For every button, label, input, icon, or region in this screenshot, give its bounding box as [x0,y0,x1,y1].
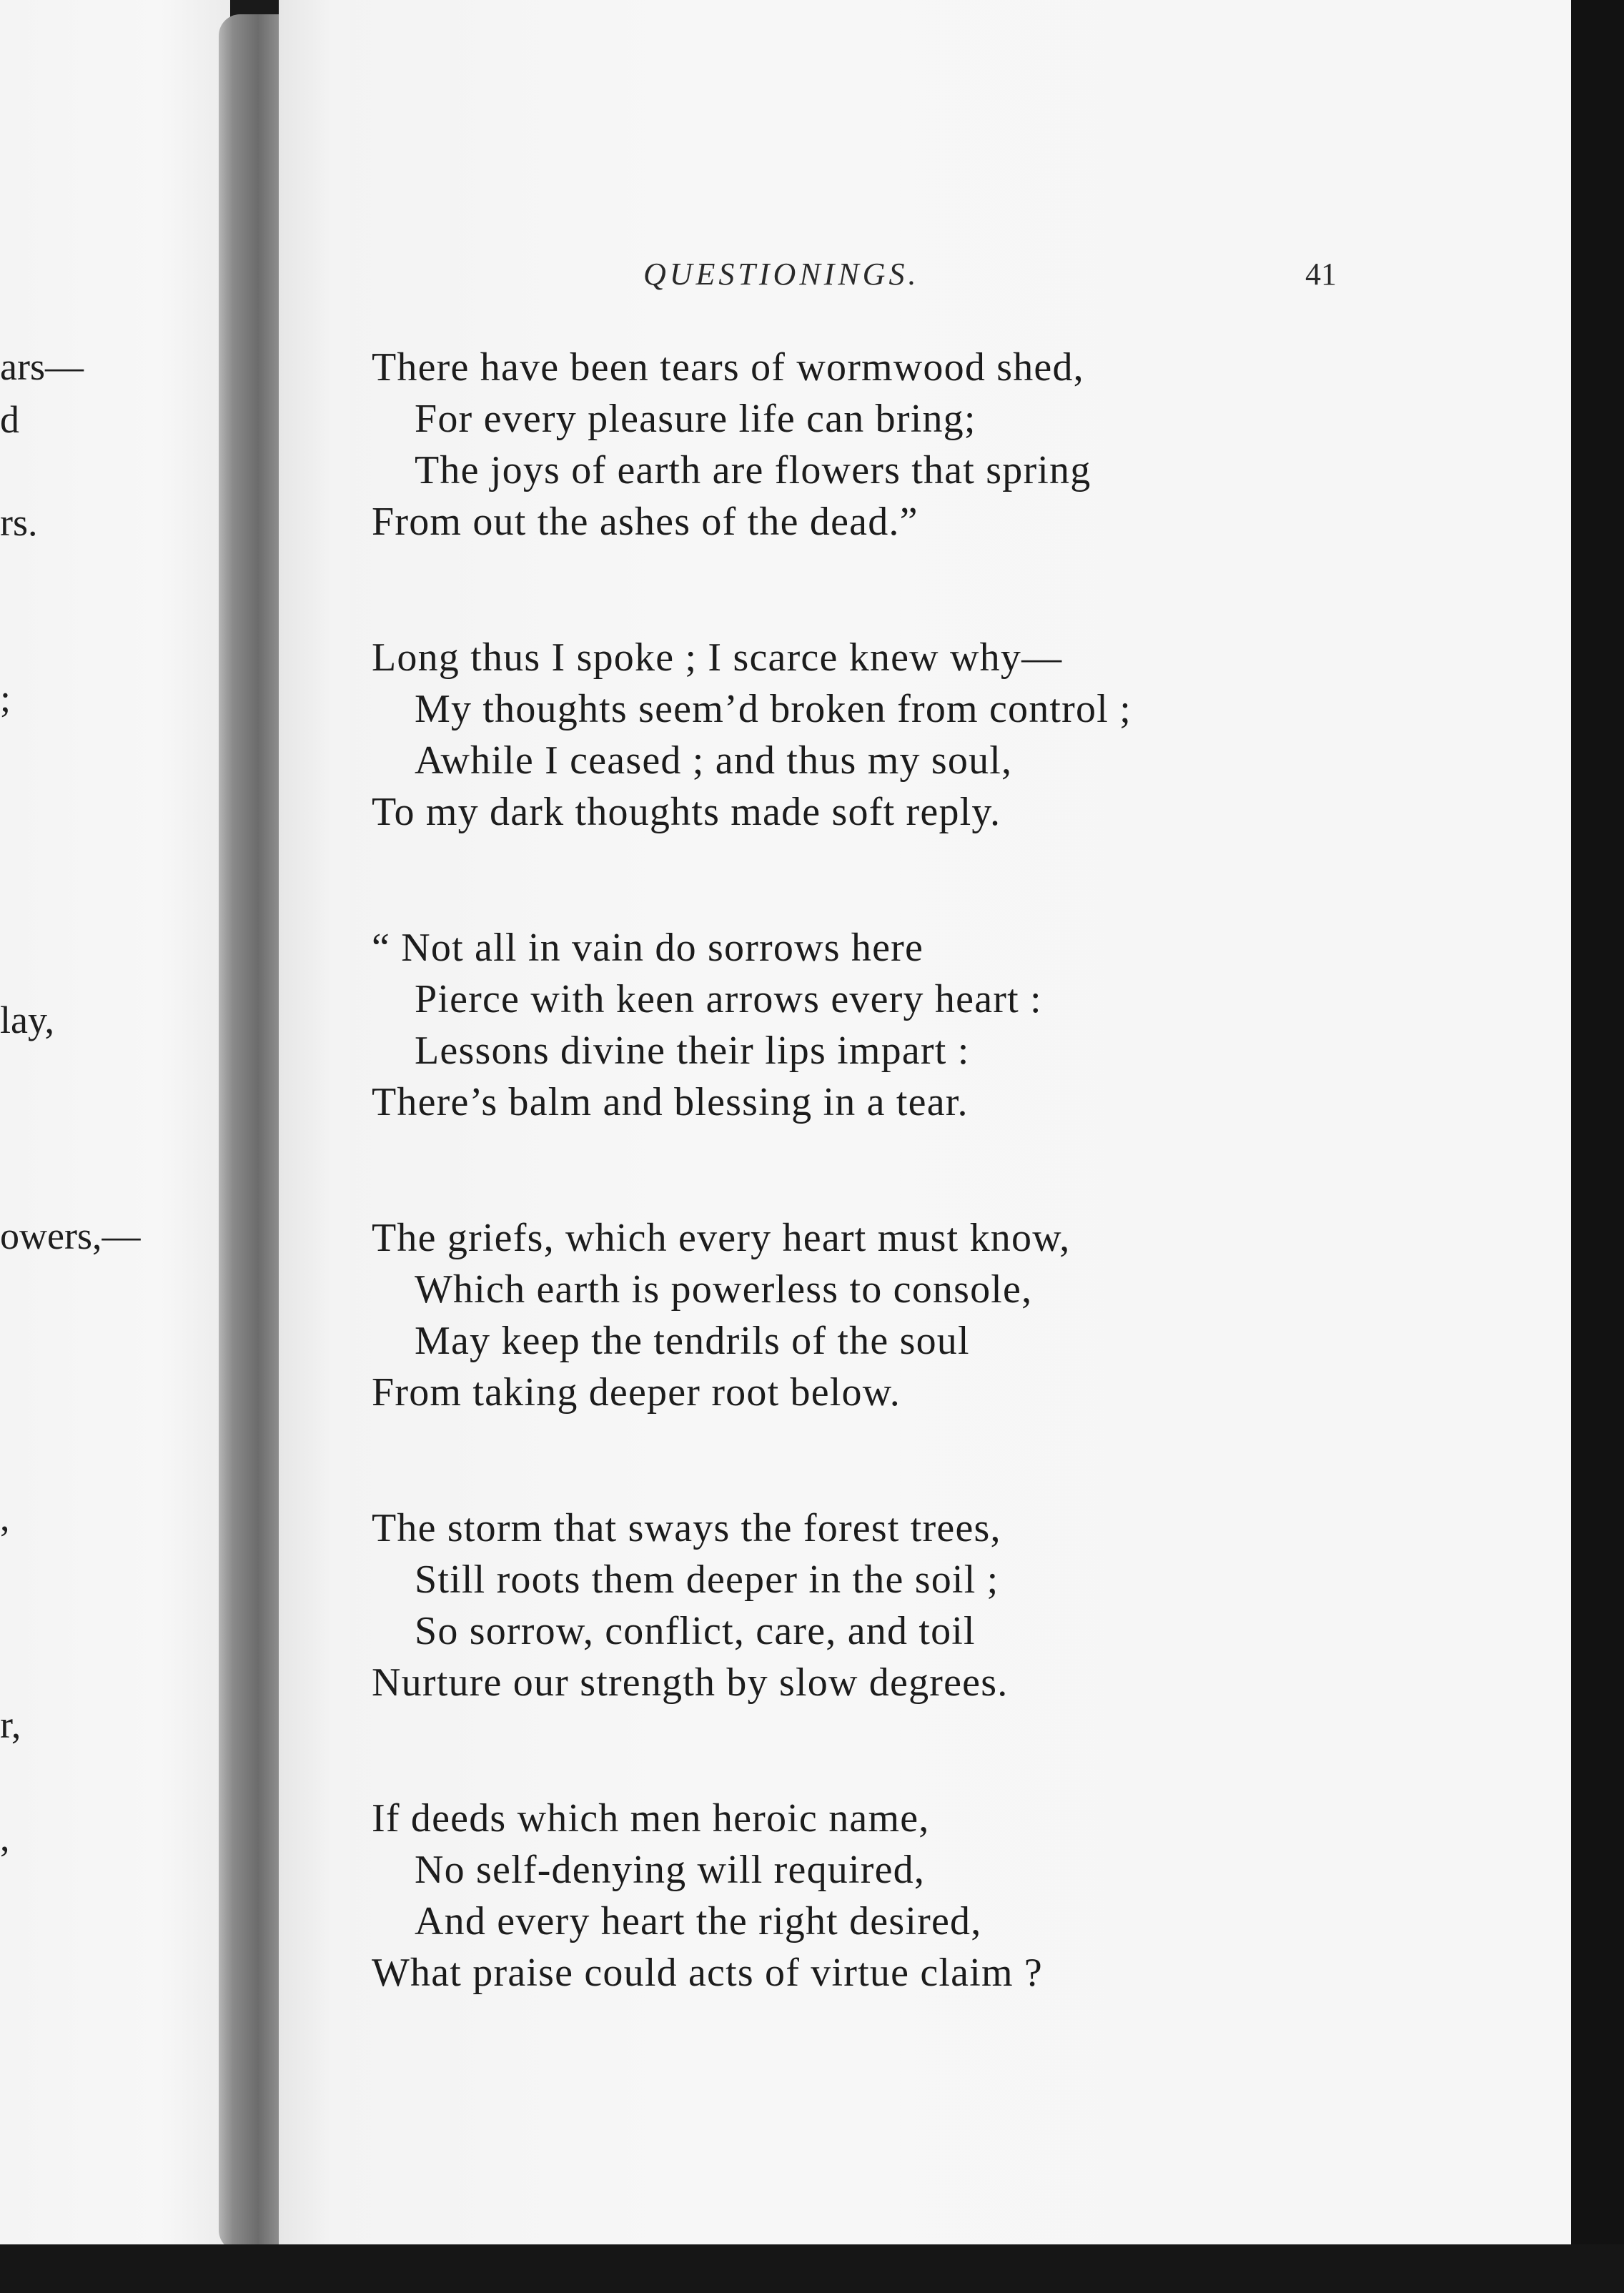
poem-line: To my dark thoughts made soft reply. [372,790,1001,834]
stanza [372,1793,1544,1999]
previous-page-fragment: rs. [0,501,38,544]
stanza [372,1502,1544,1708]
previous-page-fragment: ; [0,677,11,720]
poem-line: Long thus I spoke ; I scarce knew why— [372,635,1063,680]
previous-page-fragment: , [0,1816,10,1859]
poem-line: May keep the tendrils of the soul [415,1319,970,1363]
poem-line: There’s balm and blessing in a tear. [372,1080,969,1124]
poem-line: Still roots them deeper in the soil ; [415,1557,999,1602]
poem-line: And every heart the right desired, [415,1899,982,1943]
stanza [372,922,1544,1128]
previous-page-fragment: owers,— [0,1214,141,1257]
poem-line: Which earth is powerless to console, [415,1267,1033,1312]
running-head: QUESTIONINGS. [643,257,920,292]
poem-line: The storm that sways the forest trees, [372,1506,1001,1550]
poem-line: The griefs, which every heart must know, [372,1216,1071,1260]
poem-line: “ Not all in vain do sorrows here [372,926,924,970]
stanza [372,632,1544,838]
poem-line: The joys of earth are flowers that spring [415,448,1091,492]
previous-page-fragment: d [0,398,19,441]
previous-page-fragment: r, [0,1703,21,1746]
poem-line: My thoughts seem’d broken from control ; [415,687,1132,731]
scan-border-right [1571,0,1624,2293]
poem-line: Nurture our strength by slow degrees. [372,1660,1009,1705]
poem-line: Pierce with keen arrows every heart : [415,977,1042,1021]
poem [372,342,1544,2083]
previous-page-fragment: lay, [0,999,54,1041]
poem-line: What praise could acts of virtue claim ? [372,1951,1043,1995]
previous-page-fragment: ars— [0,345,84,388]
poem-line: If deeds which men heroic name, [372,1796,930,1841]
stanza [372,342,1544,548]
stanza [372,1212,1544,1418]
previous-page-fragment: , [0,1496,10,1539]
poem-line: So sorrow, conflict, care, and toil [415,1609,976,1653]
poem-line: No self-denying will required, [415,1848,926,1892]
previous-page [0,0,230,2293]
poem-line: From out the ashes of the dead.” [372,500,919,544]
page-number: 41 [1305,257,1337,292]
poem-line: Awhile I ceased ; and thus my soul, [415,738,1013,783]
poem-line: There have been tears of wormwood shed, [372,345,1084,390]
poem-line: For every pleasure life can bring; [415,397,976,441]
scan-border-bottom [0,2244,1624,2293]
poem-line: Lessons divine their lips impart : [415,1029,970,1073]
poem-line: From taking deeper root below. [372,1370,901,1415]
